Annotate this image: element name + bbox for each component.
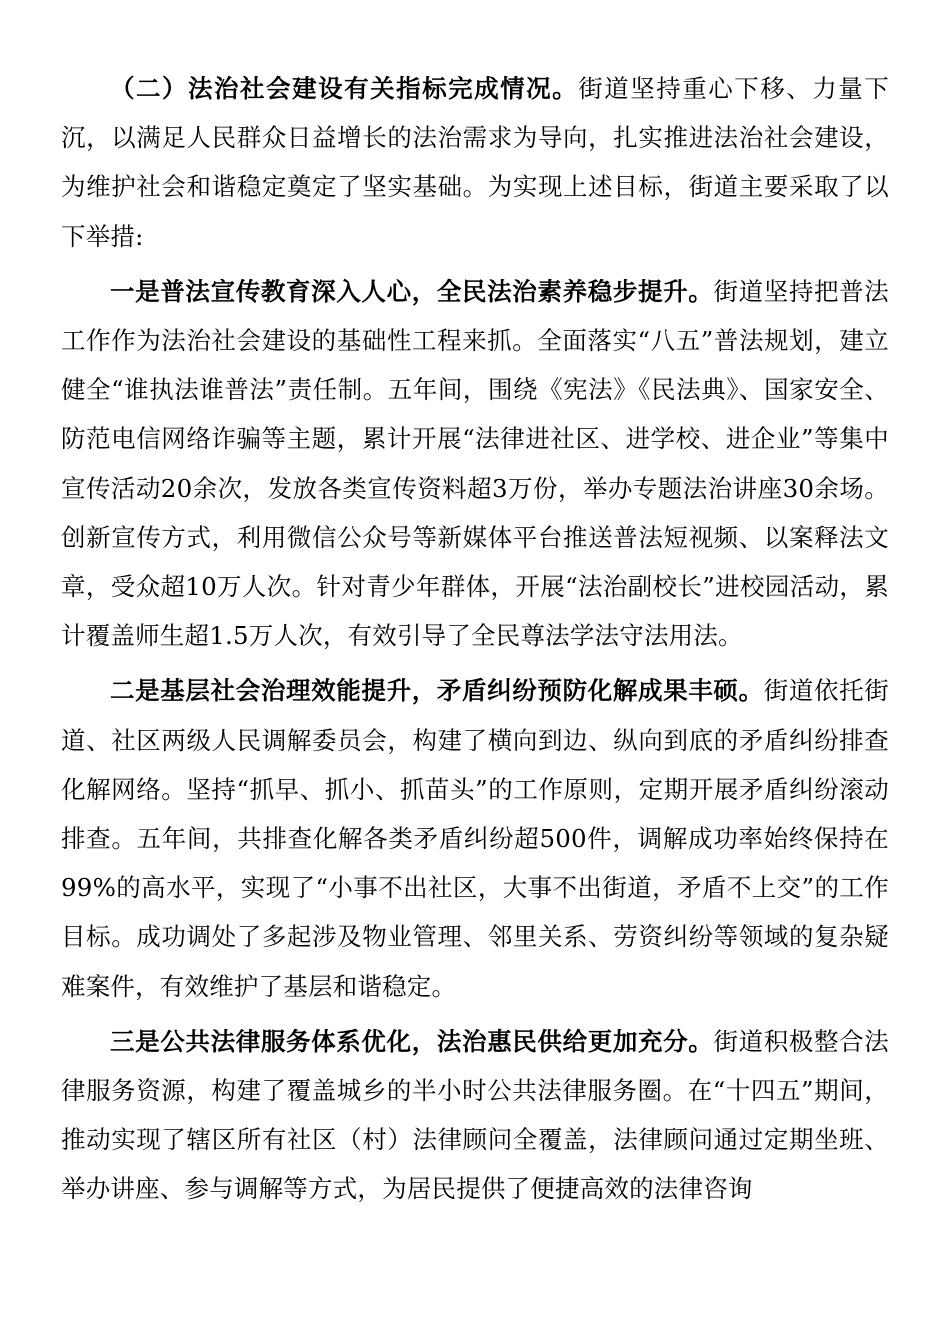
paragraph-section-2 (61, 64, 889, 261)
paragraph-heading: 三是公共法律服务体系优化，法治惠民供给更加充分。 (110, 1026, 714, 1056)
paragraph-measure-3 (61, 1017, 889, 1214)
paragraph-measure-1 (61, 267, 889, 661)
paragraph-heading: 一是普法宣传教育深入人心，全民法治素养稳步提升。 (110, 276, 714, 306)
paragraph-heading: （二）法治社会建设有关指标完成情况。 (110, 74, 579, 103)
paragraph-body: 街道依托街道、社区两级人民调解委员会，构建了横向到边、纵向到底的矛盾纠纷排查化解网络。坚持“抓早、抓小、抓苗头”的工作原则，定期开展矛盾纠纷滚动排查。五年间，共排查化解各类矛盾纠纷超500件，调解成功率始终保持在99%的高水平，实现了“小事不出社区，大事不出街道，矛盾不上交”的工作目标。成功调处了多起涉及物业管理、邻里关系、劳资纠纷等领域的复杂疑难案件，有效维护了基层和谐稳定。 (61, 676, 890, 1001)
paragraph-measure-2 (61, 666, 889, 1010)
paragraph-body: 街道坚持重心下移、力量下沉，以满足人民群众日益增长的法治需求为导向，扎实推进法治社会建设，为维护社会和谐稳定奠定了坚实基础。为实现上述目标，街道主要采取了以下举措: (61, 74, 889, 251)
paragraph-heading: 二是基层社会治理效能提升，矛盾纠纷预防化解成果丰硕。 (110, 676, 764, 706)
document-page (61, 64, 889, 1214)
paragraph-body: 街道积极整合法律服务资源，构建了覆盖城乡的半小时公共法律服务圈。在“十四五”期间，推动实现了辖区所有社区（村）法律顾问全覆盖，法律顾问通过定期坐班、举办讲座、参与调解等方式，为居民提供了便捷高效的法律咨询 (61, 1026, 889, 1204)
paragraph-body: 街道坚持把普法工作作为法治社会建设的基础性工程来抓。全面落实“八五”普法规划，建立健全“谁执法谁普法”责任制。五年间，围绕《宪法》《民法典》、国家安全、防范电信网络诈骗等主题，累计开展“法律进社区、进学校、进企业”等集中宣传活动20余次，发放各类宣传资料超3万份，举办专题法治讲座30余场。创新宣传方式，利用微信公众号等新媒体平台推送普法短视频、以案释法文章，受众超10万人次。针对青少年群体，开展“法治副校长”进校园活动，累计覆盖师生超1.5万人次，有效引导了全民尊法学法守法用法。 (61, 276, 889, 651)
